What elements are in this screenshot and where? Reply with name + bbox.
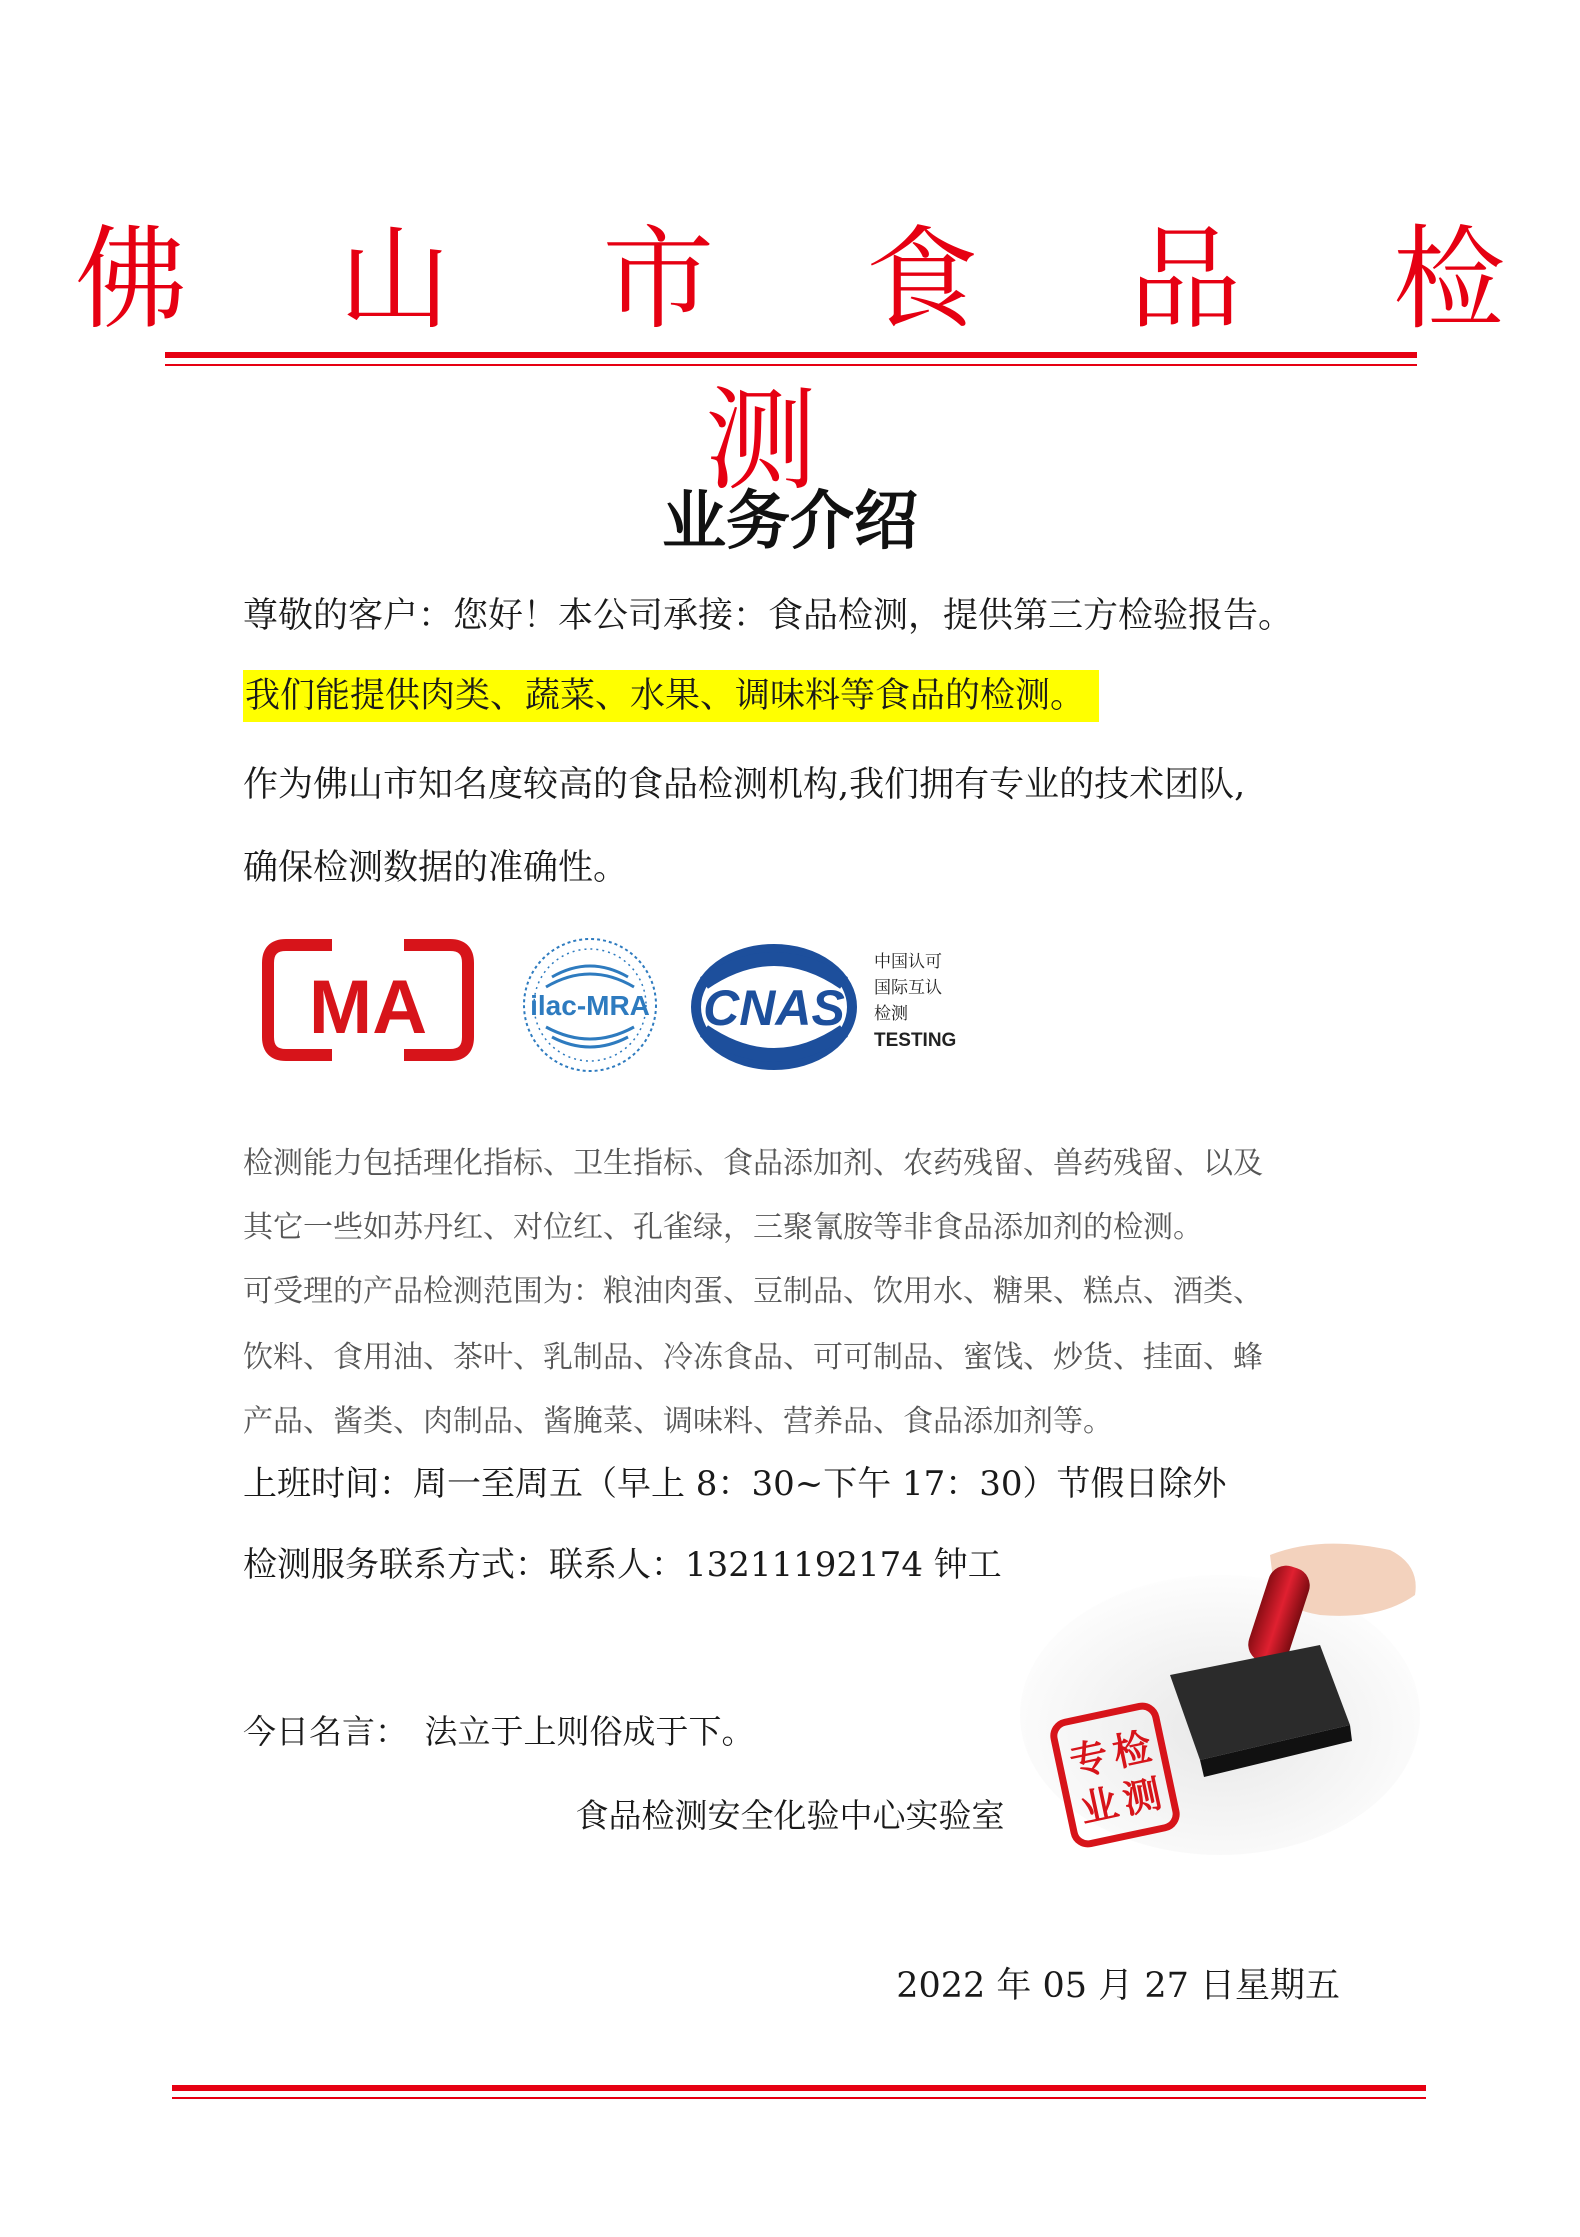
header-title: 佛 山 市 食 品 检 测 — [74, 215, 1563, 506]
daily-quote: 今日名言： 法立于上则俗成于下。 — [243, 1712, 755, 1751]
cnas-caption-4: TESTING — [874, 1030, 957, 1051]
footer-rule-thin — [172, 2097, 1426, 2099]
capability-line-3: 可受理的产品检测范围为：粮油肉蛋、豆制品、饮用水、糖果、糕点、酒类、 — [243, 1274, 1263, 1309]
cma-logo — [268, 945, 468, 1055]
cnas-caption-1: 中国认可 — [874, 952, 942, 972]
intro-line-2: 确保检测数据的准确性。 — [243, 848, 629, 888]
highlight-line — [243, 668, 1099, 718]
header-rule-thin — [165, 364, 1417, 366]
header-rule-thick — [165, 352, 1417, 358]
cnas-logo — [696, 949, 852, 1065]
contact-info: 检测服务联系方式：联系人：13211192174 钟工 — [243, 1545, 1002, 1585]
intro-line-1: 作为佛山市知名度较高的食品检测机构,我们拥有专业的技术团队, — [243, 765, 1246, 805]
certification-logos — [262, 935, 982, 1089]
cnas-caption-2: 国际互认 — [874, 978, 942, 998]
svg-text:专: 专 — [1065, 1733, 1113, 1785]
svg-text:业: 业 — [1075, 1780, 1123, 1832]
logos-svg — [262, 935, 982, 1085]
cma-text: MA — [308, 965, 428, 1050]
cnas-text: CNAS — [703, 980, 845, 1036]
ilac-mra-logo — [524, 939, 656, 1071]
lab-name: 食品检测安全化验中心实验室 — [575, 1796, 1005, 1835]
highlighted-text: 我们能提供肉类、蔬菜、水果、调味料等食品的检测。 — [243, 670, 1099, 722]
document-title: 业务介绍 — [662, 485, 918, 559]
capability-line-2: 其它一些如苏丹红、对位红、孔雀绿，三聚氰胺等非食品添加剂的检测。 — [243, 1210, 1203, 1245]
capability-line-5: 产品、酱类、肉制品、酱腌菜、调味料、营养品、食品添加剂等。 — [243, 1404, 1113, 1439]
capability-line-4: 饮料、食用油、茶叶、乳制品、冷冻食品、可可制品、蜜饯、炒货、挂面、蜂 — [243, 1340, 1263, 1375]
capability-line-1: 检测能力包括理化指标、卫生指标、食品添加剂、农药残留、兽药残留、以及 — [243, 1146, 1263, 1181]
svg-text:测: 测 — [1118, 1771, 1166, 1823]
cnas-caption-3: 检测 — [874, 1004, 908, 1024]
footer-rule-thick — [172, 2085, 1426, 2091]
svg-text:检: 检 — [1108, 1724, 1156, 1776]
document-date: 2022 年 05 月 27 日星期五 — [896, 1966, 1340, 2006]
office-hours: 上班时间：周一至周五（早上 8：30~下午 17：30）节假日除外 — [243, 1464, 1227, 1504]
greeting-text: 尊敬的客户：您好！本公司承接：食品检测，提供第三方检验报告。 — [243, 596, 1294, 636]
ilac-text: ilac-MRA — [530, 990, 650, 1021]
